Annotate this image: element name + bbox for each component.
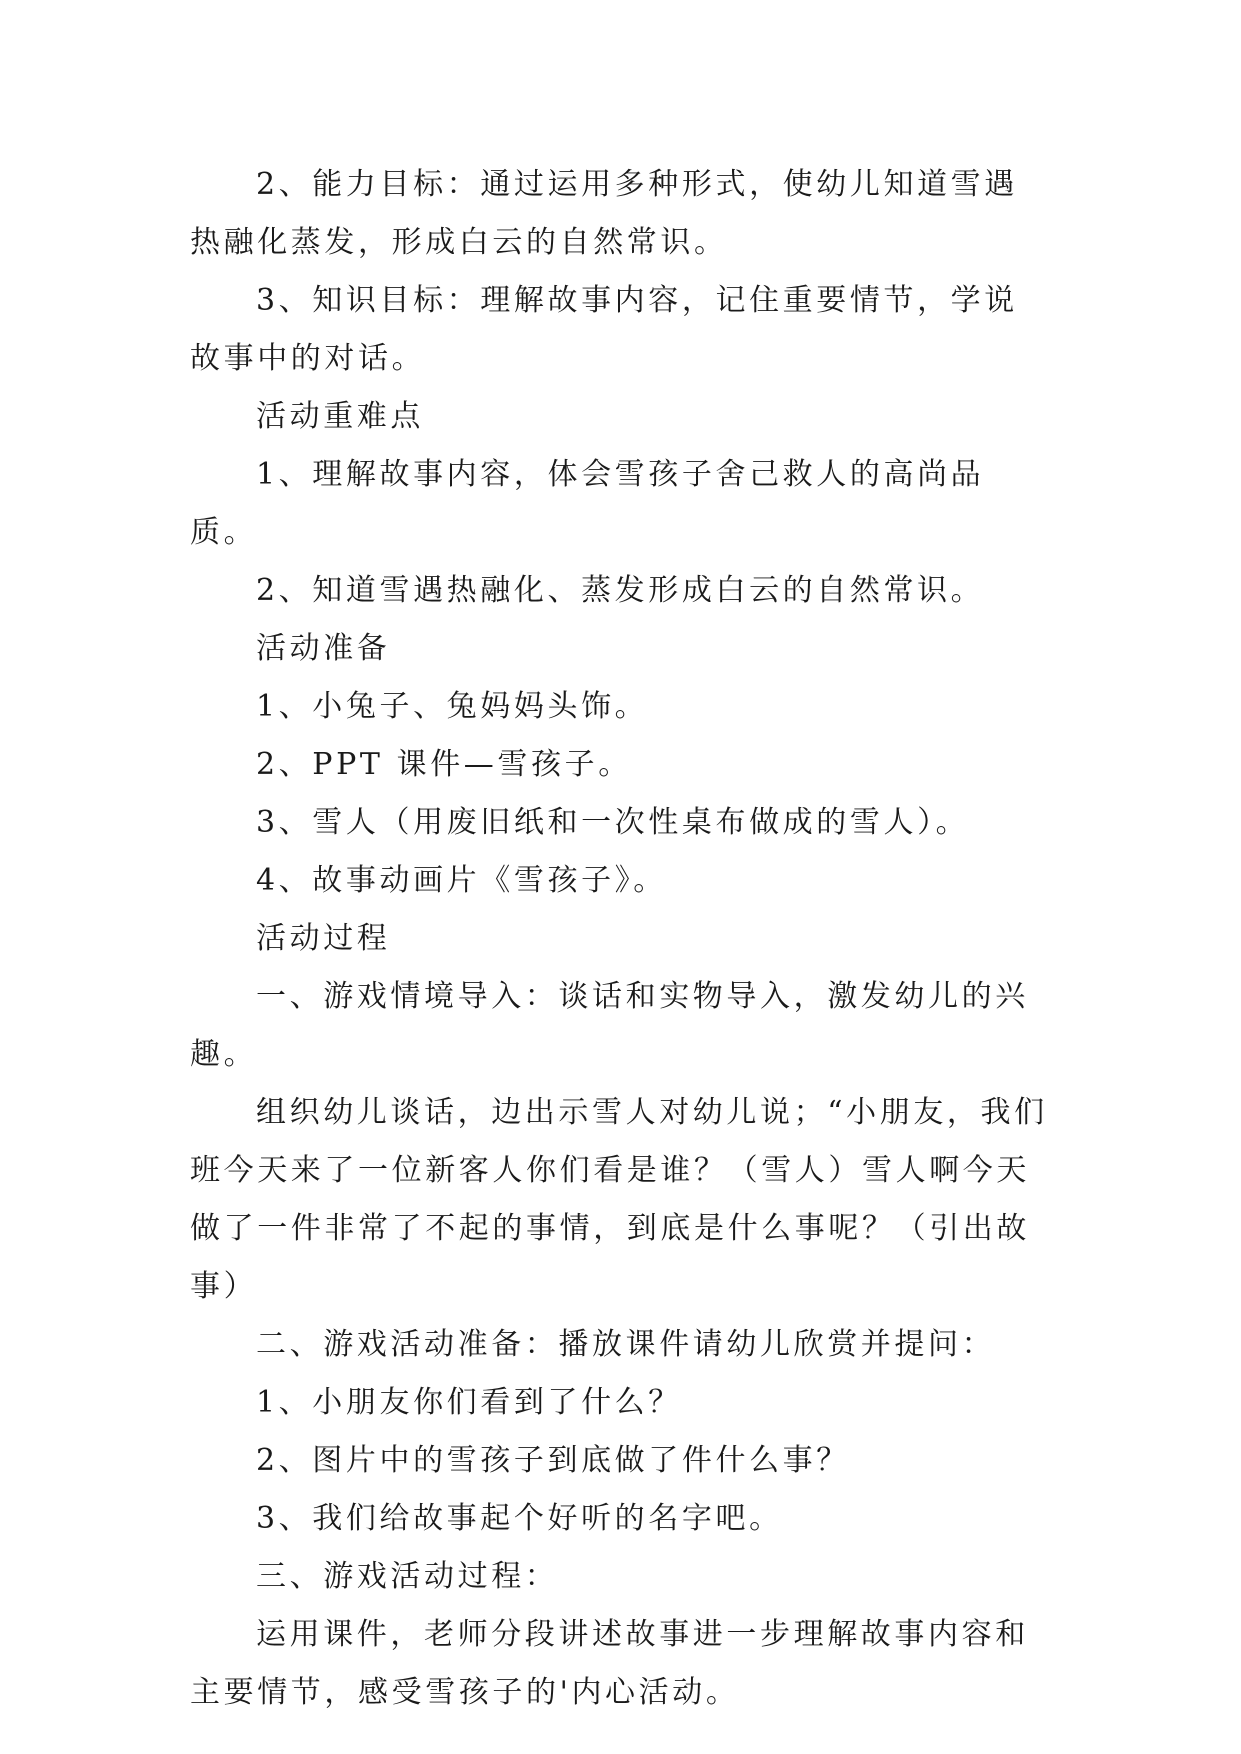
paragraph-preparation-4: 4、故事动画片《雪孩子》。 [256,863,667,898]
paragraph-preparation-2: 2、PPT 课件—雪孩子。 [256,747,632,782]
paragraph-question-2: 2、图片中的雪孩子到底做了件什么事？ [256,1443,850,1478]
paragraph-knowledge-goal: 3、知识目标：理解故事内容，记住重要情节，学说故事中的对话。 [190,283,1018,376]
paragraph-question-1: 1、小朋友你们看到了什么？ [256,1385,682,1420]
paragraph-question-3: 3、我们给故事起个好听的名字吧。 [256,1501,783,1536]
paragraph-difficulty-2: 2、知道雪遇热融化、蒸发形成白云的自然常识。 [256,573,985,608]
paragraph-process-intro: 一、游戏情境导入：谈话和实物导入，激发幼儿的兴趣。 [190,979,1029,1072]
heading-activity-process: 三、游戏活动过程： [256,1559,559,1594]
paragraph-process-talk: 组织幼儿谈话，边出示雪人对幼儿说；“小朋友，我们班今天来了一位新客人你们看是谁？（雪人）雪人啊今天做了一件非常了不起的事情，到底是什么事呢？（引出故事） [190,1095,1048,1304]
paragraph-preparation-1: 1、小兔子、兔妈妈头饰。 [256,689,649,724]
heading-preparation: 活动准备 [256,631,391,666]
paragraph-activity-courseware: 运用课件，老师分段讲述故事进一步理解故事内容和主要情节，感受雪孩子的'内心活动。 [190,1617,1029,1710]
paragraph-preparation-3: 3、雪人（用废旧纸和一次性桌布做成的雪人）。 [256,805,970,840]
paragraph-ability-goal: 2、能力目标：通过运用多种形式，使幼儿知道雪遇热融化蒸发，形成白云的自然常识。 [190,167,1018,260]
heading-process: 活动过程 [256,921,391,956]
document-body [190,156,1050,1722]
paragraph-difficulty-1: 1、理解故事内容，体会雪孩子舍己救人的高尚品质。 [190,457,985,550]
heading-key-difficulties: 活动重难点 [256,399,424,434]
paragraph-process-prep: 二、游戏活动准备：播放课件请幼儿欣赏并提问： [256,1327,996,1362]
